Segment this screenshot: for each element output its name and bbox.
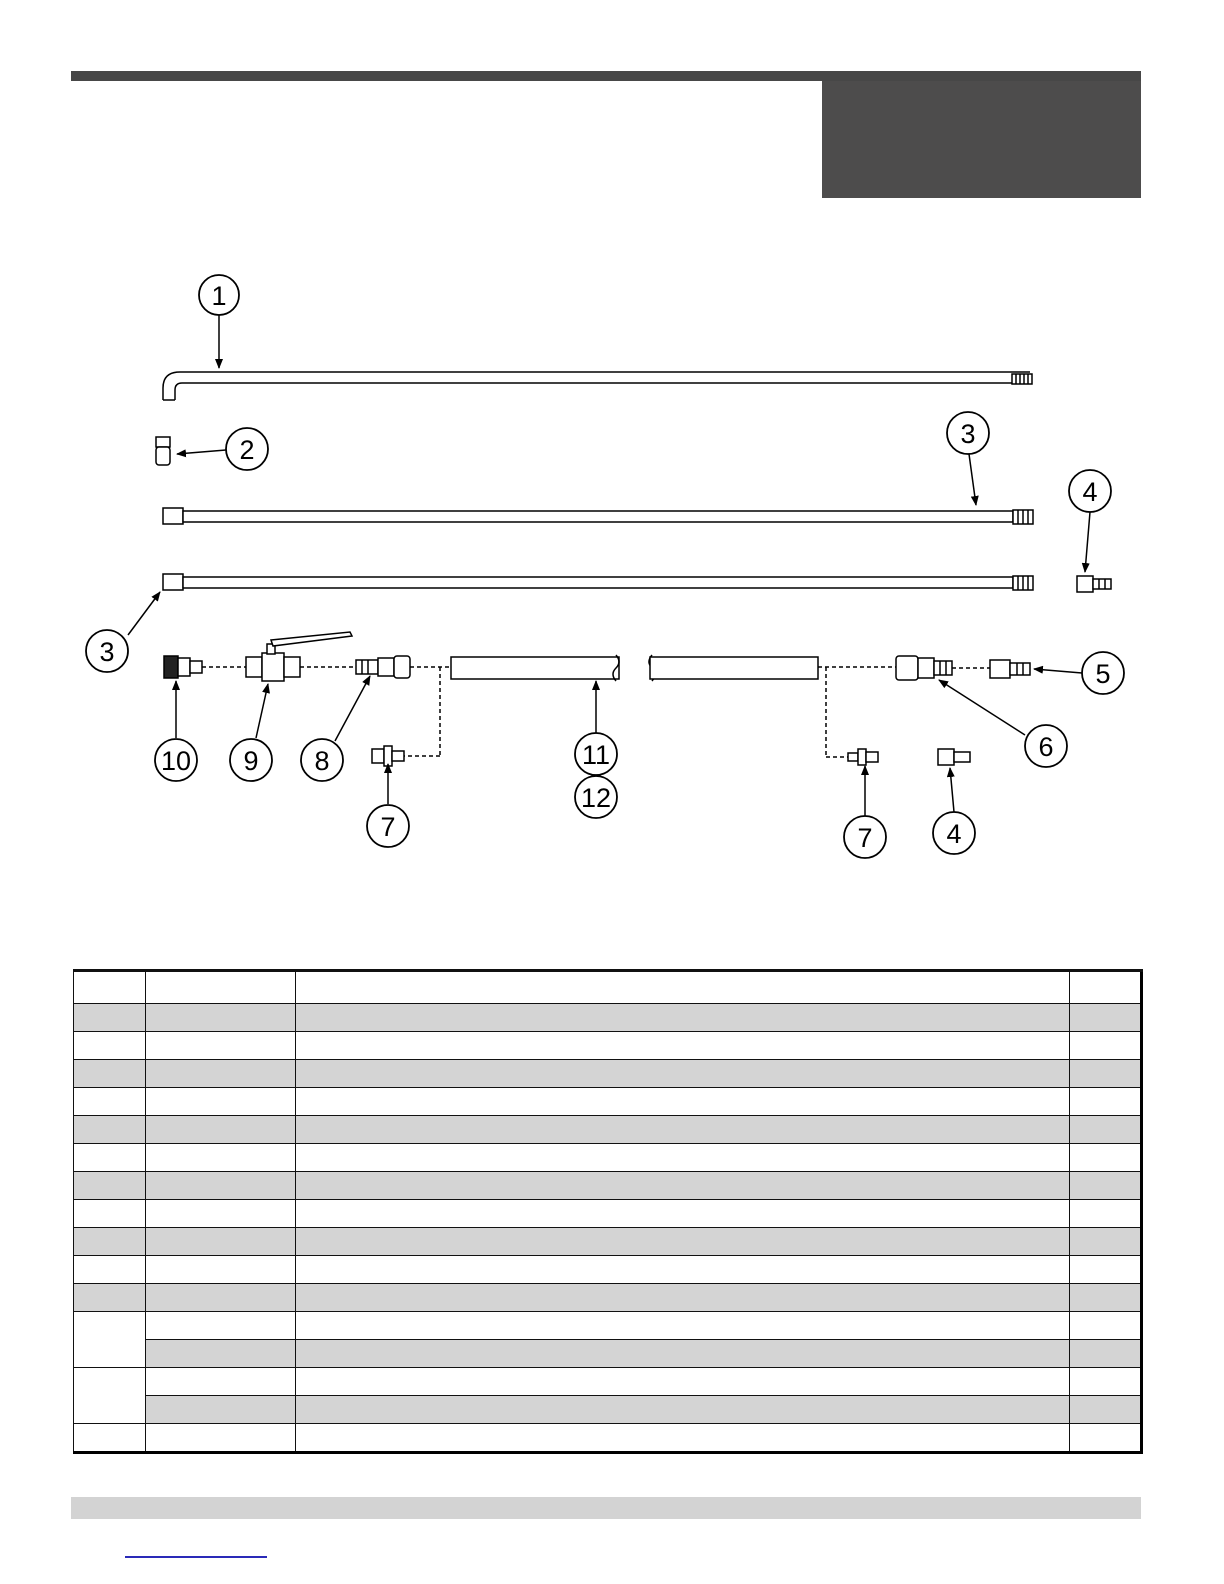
table-row (74, 1172, 1142, 1200)
callout-label: 2 (239, 435, 255, 465)
table-cell (1070, 1116, 1142, 1144)
table-row (74, 1200, 1142, 1228)
quick-connect-plug-part (1077, 576, 1111, 592)
table-cell (74, 1200, 146, 1228)
footer-link[interactable] (125, 1556, 267, 1558)
callout-label: 4 (946, 819, 962, 849)
table-cell (1070, 1200, 1142, 1228)
column-header-description (296, 971, 1070, 1004)
table-cell (74, 1172, 146, 1200)
table-cell (146, 1116, 296, 1144)
table-row (74, 1312, 1142, 1340)
column-header-quantity (1070, 971, 1142, 1004)
table-cell (1070, 1060, 1142, 1088)
table-cell (1070, 1424, 1142, 1453)
table-cell (146, 1200, 296, 1228)
extension-wand-part (163, 508, 1033, 524)
callout-label: 11 (581, 740, 611, 770)
callout-label: 3 (960, 419, 976, 449)
table-cell (296, 1340, 1070, 1368)
table-row (74, 1144, 1142, 1172)
callout-label: 12 (580, 783, 612, 813)
table-cell (1070, 1256, 1142, 1284)
table-cell (74, 1144, 146, 1172)
table-cell (74, 1284, 146, 1312)
table-row (74, 1032, 1142, 1060)
table-cell (146, 1004, 296, 1032)
exploded-parts-diagram (0, 240, 1224, 880)
table-cell (296, 1312, 1070, 1340)
table-header-row (74, 971, 1142, 1004)
callout-label: 5 (1095, 659, 1111, 689)
table-cell (74, 1032, 146, 1060)
wand-bent-part (163, 372, 1032, 400)
table-cell (74, 1424, 146, 1453)
table-row (74, 1116, 1142, 1144)
table-cell (146, 1312, 296, 1340)
table-cell (74, 1116, 146, 1144)
table-cell (1070, 1172, 1142, 1200)
table-row (74, 1060, 1142, 1088)
table-cell (146, 1340, 296, 1368)
table-row (74, 1088, 1142, 1116)
callout-label: 7 (857, 823, 873, 853)
table-cell (74, 1256, 146, 1284)
nozzle-tip-part (156, 437, 170, 465)
table-cell (1070, 1032, 1142, 1060)
table-cell (1070, 1088, 1142, 1116)
callout-label: 3 (99, 637, 115, 667)
callout-label: 7 (380, 812, 396, 842)
table-cell (1070, 1396, 1142, 1424)
table-cell (74, 1060, 146, 1088)
table-cell (1070, 1144, 1142, 1172)
header-rule (71, 71, 1141, 81)
table-cell (296, 1088, 1070, 1116)
table-row (74, 1396, 1142, 1424)
table-cell (296, 1284, 1070, 1312)
table-cell (296, 1256, 1070, 1284)
table-cell (74, 1004, 146, 1032)
callout-label: 8 (314, 746, 330, 776)
table-cell (146, 1172, 296, 1200)
table-cell (146, 1256, 296, 1284)
callout-label: 6 (1038, 732, 1054, 762)
table-row (74, 1368, 1142, 1396)
table-cell (296, 1228, 1070, 1256)
table-cell (146, 1368, 296, 1396)
table-cell (296, 1172, 1070, 1200)
parts-list-table (73, 969, 1143, 1454)
table-cell (146, 1424, 296, 1453)
table-cell (74, 1228, 146, 1256)
table-cell (1070, 1368, 1142, 1396)
section-title-block (822, 81, 1141, 198)
table-cell (296, 1144, 1070, 1172)
table-cell (74, 1368, 146, 1424)
table-row (74, 1340, 1142, 1368)
callout-label: 1 (211, 281, 227, 311)
table-cell (296, 1116, 1070, 1144)
table-cell (146, 1060, 296, 1088)
table-cell (146, 1032, 296, 1060)
table-cell (1070, 1284, 1142, 1312)
table-cell (146, 1228, 296, 1256)
table-cell (74, 1312, 146, 1368)
column-header-part-number (146, 971, 296, 1004)
table-cell (146, 1396, 296, 1424)
callout-label: 4 (1082, 477, 1098, 507)
table-cell (146, 1144, 296, 1172)
table-row (74, 1284, 1142, 1312)
table-row (74, 1004, 1142, 1032)
table-cell (74, 1088, 146, 1116)
table-cell (1070, 1004, 1142, 1032)
table-row (74, 1424, 1142, 1453)
extension-wand-part (163, 574, 1033, 590)
table-cell (296, 1060, 1070, 1088)
callout-label: 10 (160, 746, 192, 776)
table-cell (296, 1396, 1070, 1424)
column-header-ref (74, 971, 146, 1004)
table-cell (146, 1088, 296, 1116)
footer-bar (71, 1497, 1141, 1519)
table-cell (146, 1284, 296, 1312)
table-cell (296, 1424, 1070, 1453)
table-cell (1070, 1228, 1142, 1256)
table-cell (296, 1004, 1070, 1032)
table-cell (1070, 1312, 1142, 1340)
table-cell (296, 1200, 1070, 1228)
table-cell (296, 1368, 1070, 1396)
table-row (74, 1256, 1142, 1284)
table-cell (296, 1032, 1070, 1060)
table-cell (1070, 1340, 1142, 1368)
callout-label: 9 (243, 746, 259, 776)
table-row (74, 1228, 1142, 1256)
